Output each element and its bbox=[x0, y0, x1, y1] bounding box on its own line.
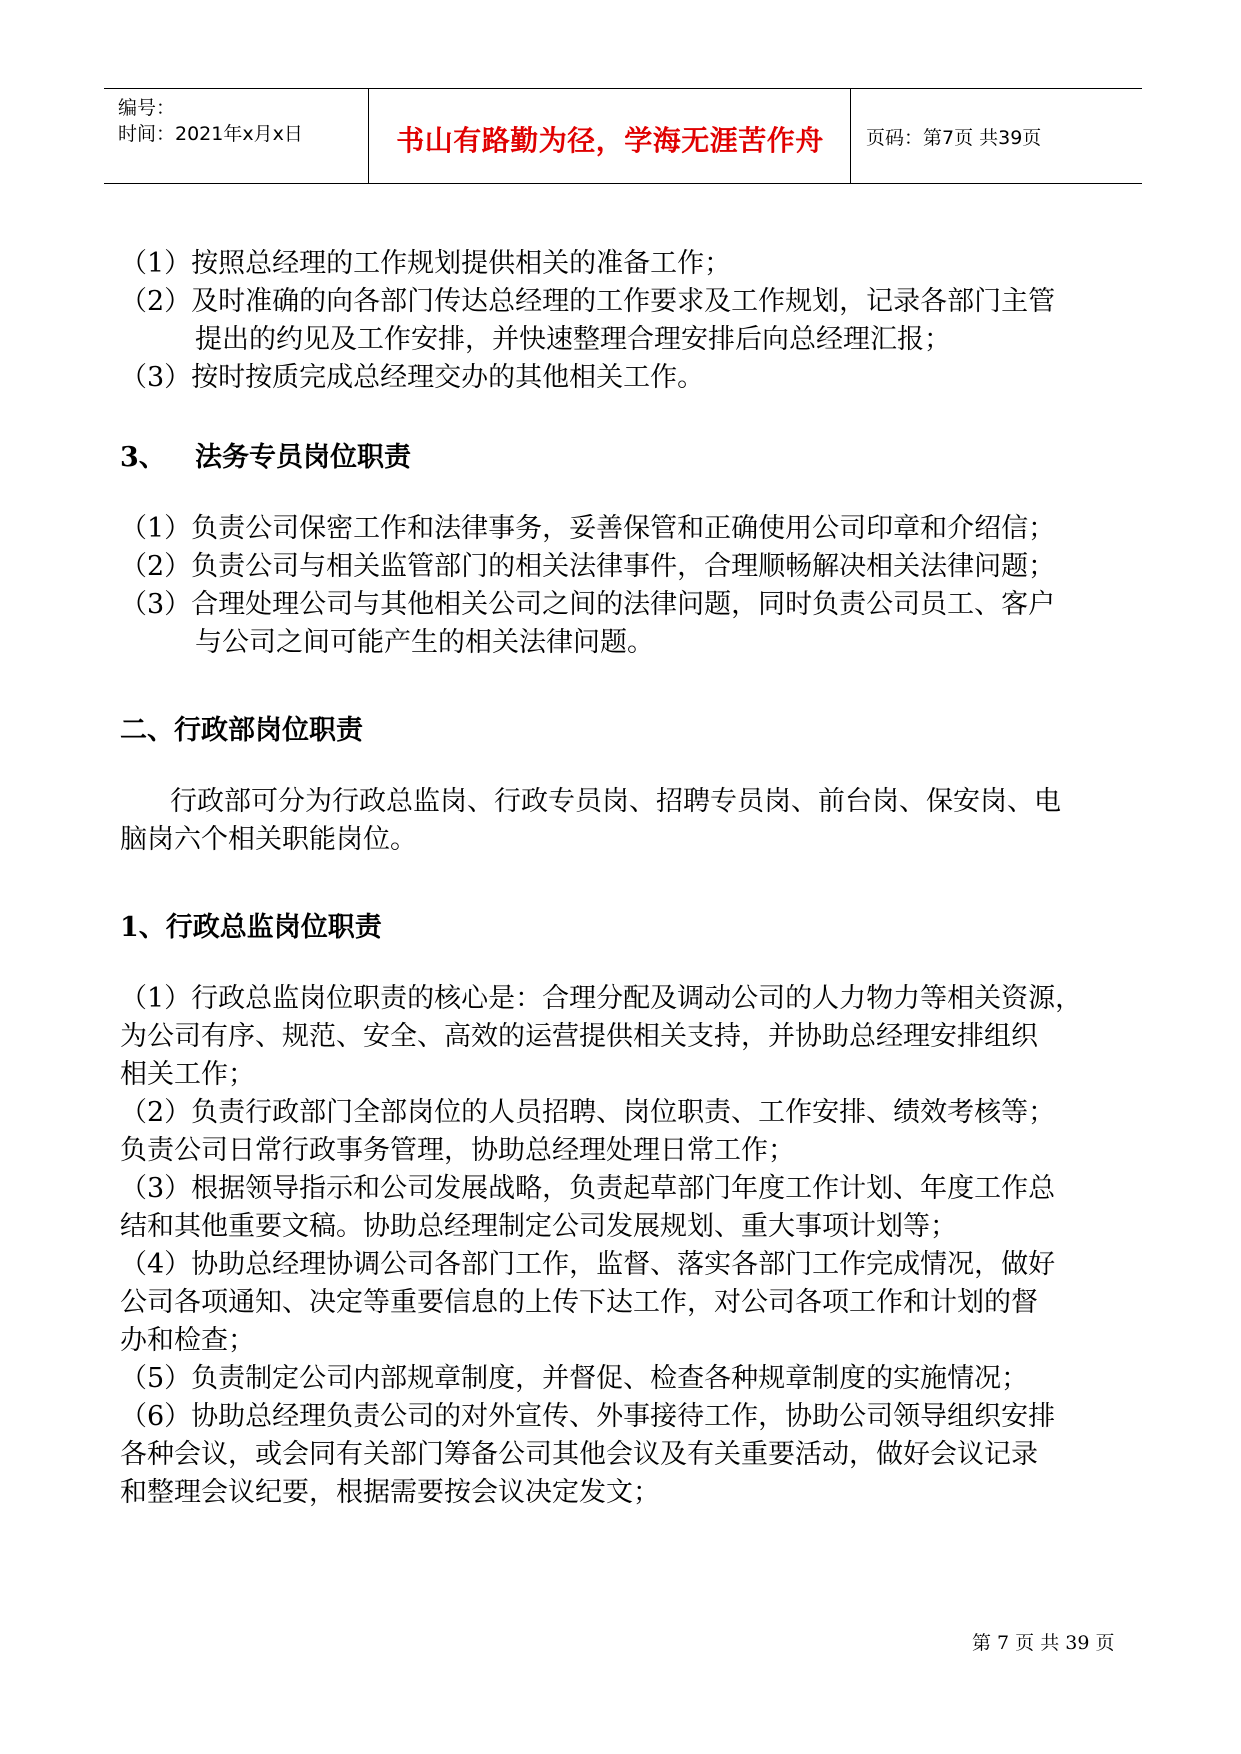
list-item: （2）负责行政部门全部岗位的人员招聘、岗位职责、工作安排、绩效考核等； bbox=[120, 1097, 1056, 1128]
list-item-continuation: 相关工作； bbox=[120, 1059, 255, 1090]
chapter-heading: 二、行政部岗位职责 bbox=[120, 715, 363, 746]
list-item: （5）负责制定公司内部规章制度，并督促、检查各种规章制度的实施情况； bbox=[120, 1363, 1029, 1394]
section-heading bbox=[120, 435, 1132, 474]
list-item: （4）协助总经理协调公司各部门工作，监督、落实各部门工作完成情况，做好 bbox=[120, 1249, 1056, 1280]
section-number: 3、 bbox=[120, 442, 166, 473]
list-item-continuation: 提出的约见及工作安排，并快速整理合理安排后向总经理汇报； bbox=[195, 324, 951, 355]
list-item: （1）行政总监岗位职责的核心是：合理分配及调动公司的人力物力等相关资源， bbox=[120, 983, 1083, 1014]
list-item-continuation: 结和其他重要文稿。协助总经理制定公司发展规划、重大事项计划等； bbox=[120, 1211, 957, 1242]
header-motto-cell bbox=[370, 89, 851, 183]
list-item: （2）负责公司与相关监管部门的相关法律事件，合理顺畅解决相关法律问题； bbox=[120, 551, 1056, 582]
list-item: （1）按照总经理的工作规划提供相关的准备工作； bbox=[120, 248, 732, 279]
list-item-continuation: 和整理会议纪要，根据需要按会议决定发文； bbox=[120, 1477, 660, 1508]
list-item-continuation: 办和检查； bbox=[120, 1325, 255, 1356]
list-item-continuation: 公司各项通知、决定等重要信息的上传下达工作，对公司各项工作和计划的督 bbox=[120, 1287, 1038, 1318]
list-item: （2）及时准确的向各部门传达总经理的工作要求及工作规划，记录各部门主管 bbox=[120, 286, 1056, 317]
intro-paragraph-continuation: 脑岗六个相关职能岗位。 bbox=[120, 824, 417, 855]
header-page-cell bbox=[852, 89, 1142, 183]
list-item-continuation: 负责公司日常行政事务管理，协助总经理处理日常工作； bbox=[120, 1135, 795, 1166]
list-item-continuation: 为公司有序、规范、安全、高效的运营提供相关支持，并协助总经理安排组织 bbox=[120, 1021, 1038, 1052]
list-item-continuation: 各种会议，或会同有关部门筹备公司其他会议及有关重要活动，做好会议记录 bbox=[120, 1439, 1038, 1470]
list-item: （3）合理处理公司与其他相关公司之间的法律问题，同时负责公司员工、客户 bbox=[120, 589, 1056, 620]
header-meta-cell bbox=[104, 89, 369, 183]
list-item: （3）根据领导指示和公司发展战略，负责起草部门年度工作计划、年度工作总 bbox=[120, 1173, 1056, 1204]
page-header bbox=[104, 88, 1142, 184]
page-footer-number: 第 7 页 共 39 页 bbox=[972, 1632, 1115, 1654]
intro-paragraph: 行政部可分为行政总监岗、行政专员岗、招聘专员岗、前台岗、保安岗、电 bbox=[170, 786, 1061, 817]
document-time-label: 时间：2021年x月x日 bbox=[118, 123, 303, 145]
header-page-number: 页码：第7页 共39页 bbox=[866, 127, 1042, 149]
section-heading: 1、行政总监岗位职责 bbox=[120, 912, 382, 943]
document-body bbox=[120, 245, 1132, 1512]
document-number-label: 编号： bbox=[118, 97, 176, 119]
list-item: （3）按时按质完成总经理交办的其他相关工作。 bbox=[120, 362, 705, 393]
section-title: 法务专员岗位职责 bbox=[195, 442, 411, 473]
list-item: （1）负责公司保密工作和法律事务，妥善保管和正确使用公司印章和介绍信； bbox=[120, 513, 1056, 544]
list-item-continuation: 与公司之间可能产生的相关法律问题。 bbox=[195, 627, 654, 658]
list-item: （6）协助总经理负责公司的对外宣传、外事接待工作，协助公司领导组织安排 bbox=[120, 1401, 1056, 1432]
header-motto: 书山有路勤为径，学海无涯苦作舟 bbox=[396, 124, 824, 157]
